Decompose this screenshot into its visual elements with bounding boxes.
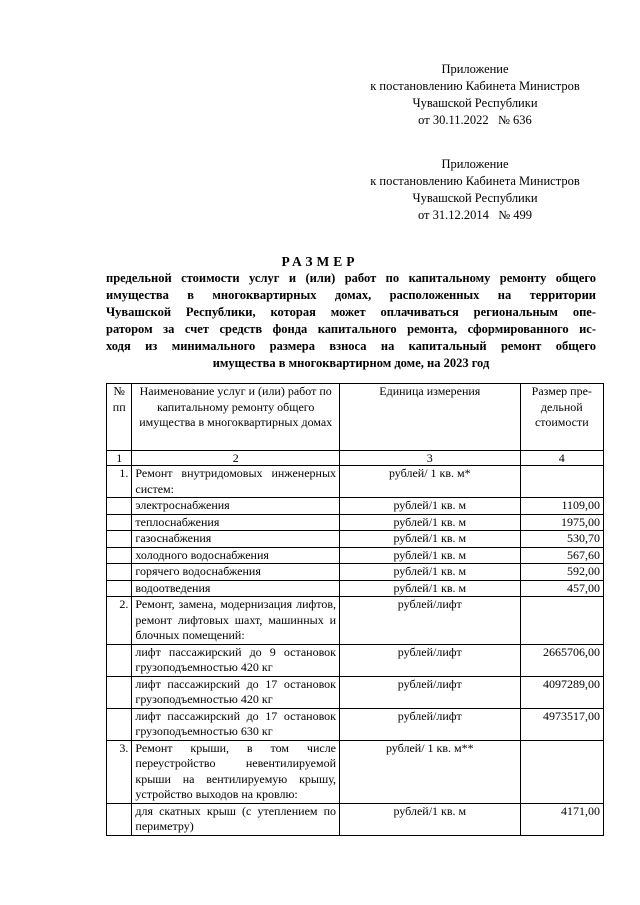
row-name: электроснабжения — [132, 498, 340, 515]
table-row — [107, 564, 604, 581]
table-row — [107, 531, 604, 548]
table-row — [107, 803, 604, 835]
header-number: № пп — [107, 384, 132, 451]
row-name: лифт пассажирский до 17 остановок грузоподъемностью 420 кг — [132, 676, 340, 708]
row-unit: рублей/лифт — [340, 708, 521, 740]
section-row — [107, 466, 604, 498]
section-title: Ремонт внутридомовых инженерных систем: — [132, 466, 340, 498]
row-name: холодного водоснабжения — [132, 547, 340, 564]
row-value: 4973517,00 — [520, 708, 603, 740]
column-number-row — [107, 451, 604, 466]
subtitle-line: имущества в многоквартирном доме, на 2023 год — [212, 356, 490, 370]
row-unit: рублей/1 кв. м — [340, 514, 521, 531]
section-value — [520, 466, 603, 498]
appendix-original — [330, 156, 620, 224]
column-number: 4 — [520, 451, 603, 466]
table-row — [107, 644, 604, 676]
section-number: 3. — [107, 740, 132, 803]
appendix-current — [330, 61, 620, 129]
row-unit: рублей/1 кв. м — [340, 531, 521, 548]
section-title: Ремонт, замена, модернизация лифтов, ремонт лифтовых шахт, машинных и блочных помещений: — [132, 597, 340, 645]
subtitle-line: ратором за счет средств фонда капитального ремонта, сформированного ис- — [106, 322, 596, 336]
row-name: горячего водоснабжения — [132, 564, 340, 581]
row-unit: рублей/1 кв. м — [340, 547, 521, 564]
table-row — [107, 580, 604, 597]
document-title: РАЗМЕР — [281, 254, 359, 269]
subtitle-line: Чувашской Республики, которая может оплачиваться региональным опе- — [106, 305, 596, 319]
row-unit: рублей/1 кв. м — [340, 498, 521, 515]
section-value — [520, 597, 603, 645]
section-row — [107, 597, 604, 645]
header-unit: Единица измерения — [340, 384, 521, 451]
appendix-label: Приложение — [441, 62, 509, 76]
appendix-resolution: к постановлению Кабинета Министров — [370, 174, 580, 188]
section-unit: рублей/ 1 кв. м* — [340, 466, 521, 498]
row-name: лифт пассажирский до 9 остановок грузоподъемностью 420 кг — [132, 644, 340, 676]
row-unit: рублей/1 кв. м — [340, 580, 521, 597]
section-unit: рублей/лифт — [340, 597, 521, 645]
section-unit: рублей/ 1 кв. м** — [340, 740, 521, 803]
row-value: 1109,00 — [520, 498, 603, 515]
section-title: Ремонт крыши, в том числе переустройство невентилируемой крыши на вентилируемую крышу, устройство выходов на кровлю: — [132, 740, 340, 803]
appendix-date-number: от 31.12.2014 № 499 — [417, 208, 533, 222]
row-unit: рублей/лифт — [340, 644, 521, 676]
row-value: 592,00 — [520, 564, 603, 581]
row-unit: рублей/лифт — [340, 676, 521, 708]
row-value: 567,60 — [520, 547, 603, 564]
header-max-cost: Размер пре- дельной стоимости — [520, 384, 603, 451]
row-unit: рублей/1 кв. м — [340, 803, 521, 835]
row-name: газоснабжения — [132, 531, 340, 548]
section-value — [520, 740, 603, 803]
row-value: 2665706,00 — [520, 644, 603, 676]
column-number: 2 — [132, 451, 340, 466]
document-subtitle — [106, 270, 596, 372]
appendix-label: Приложение — [441, 157, 509, 171]
subtitle-line: ходя из минимального размера взноса на капитальный ремонт общего — [106, 339, 596, 353]
table-row — [107, 514, 604, 531]
section-row — [107, 740, 604, 803]
cost-table — [106, 383, 604, 836]
section-number: 2. — [107, 597, 132, 645]
row-name: водоотведения — [132, 580, 340, 597]
subtitle-line: имущества в многоквартирных домах, расположенных на территории — [106, 288, 596, 302]
appendix-resolution: к постановлению Кабинета Министров — [370, 79, 580, 93]
row-unit: рублей/1 кв. м — [340, 564, 521, 581]
header-service-name: Наименование услуг и (или) работ по капитальному ремонту общего имущества в многоквартирных домах — [132, 384, 340, 451]
table-header-row — [107, 384, 604, 451]
row-name: лифт пассажирский до 17 остановок грузоподъемностью 630 кг — [132, 708, 340, 740]
table-row — [107, 547, 604, 564]
row-name: теплоснабжения — [132, 514, 340, 531]
row-value: 1975,00 — [520, 514, 603, 531]
row-value: 4171,00 — [520, 803, 603, 835]
table-row — [107, 676, 604, 708]
section-number: 1. — [107, 466, 132, 498]
subtitle-line: предельной стоимости услуг и (или) работ по капитальному ремонту общего — [106, 271, 596, 285]
appendix-date-number: от 30.11.2022 № 636 — [418, 113, 532, 127]
row-name: для скатных крыш (с утеплением по периметру) — [132, 803, 340, 835]
column-number: 1 — [107, 451, 132, 466]
row-value: 530,70 — [520, 531, 603, 548]
table-row — [107, 498, 604, 515]
row-value: 457,00 — [520, 580, 603, 597]
table-row — [107, 708, 604, 740]
row-value: 4097289,00 — [520, 676, 603, 708]
appendix-republic: Чувашской Республики — [412, 96, 538, 110]
column-number: 3 — [340, 451, 521, 466]
appendix-republic: Чувашской Республики — [412, 191, 538, 205]
